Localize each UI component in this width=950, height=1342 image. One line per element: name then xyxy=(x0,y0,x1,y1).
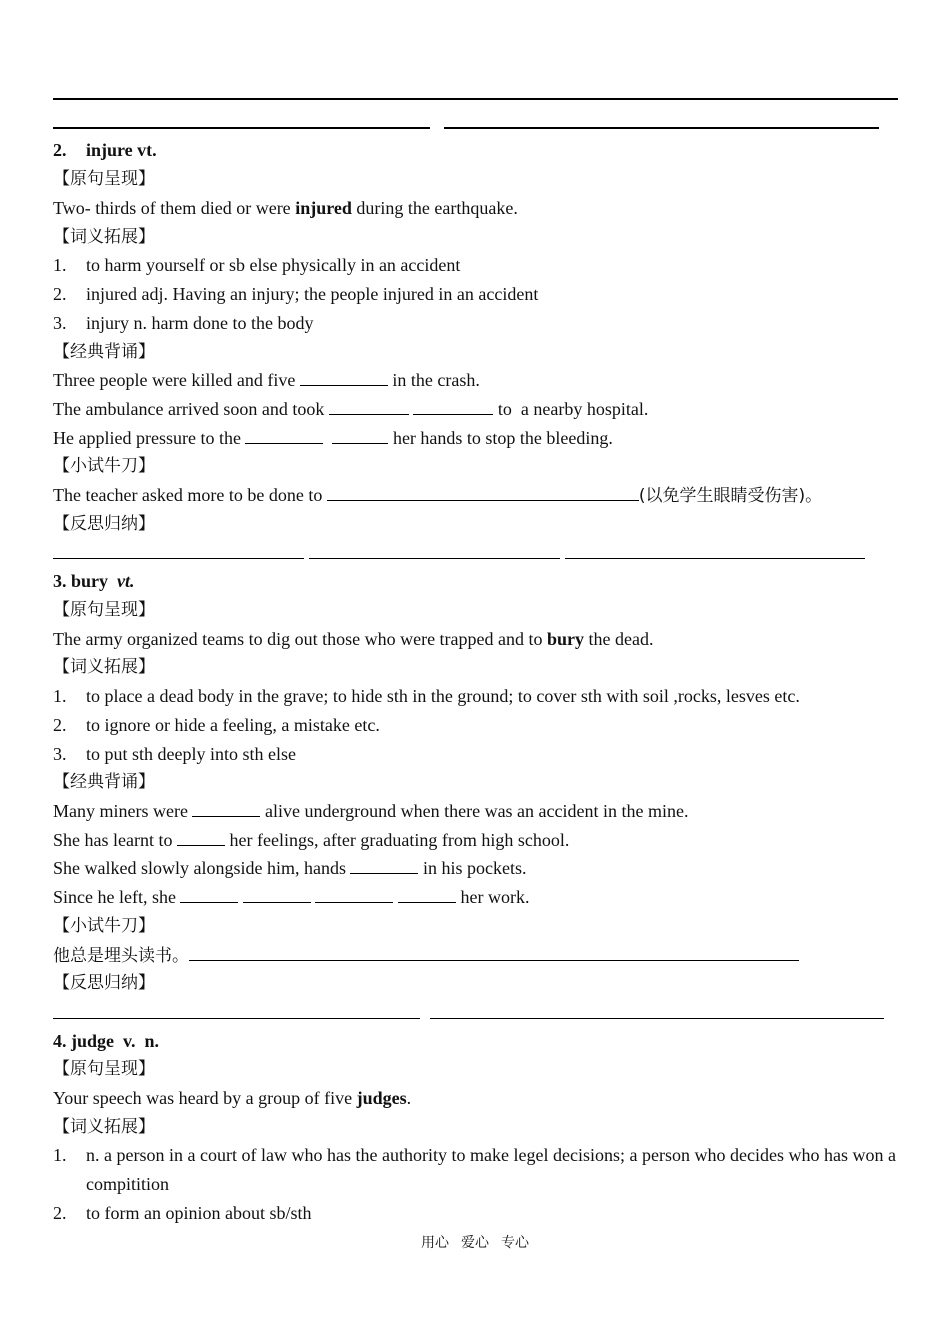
fill-blank[interactable] xyxy=(413,398,493,415)
recite-sentence: Many miners were alive underground when there was an accident in the mine. xyxy=(53,801,689,821)
fill-blank[interactable] xyxy=(332,427,388,444)
fill-blank[interactable] xyxy=(350,857,418,874)
expand-item: 2. to form an opinion about sb/sth xyxy=(53,1203,312,1223)
practice-sentence: The teacher asked more to be done to (以免学生眼睛受伤害)。 xyxy=(53,485,823,506)
label-recite: 【经典背诵】 xyxy=(53,342,155,362)
practice-sentence: 他总是埋头读书。 xyxy=(53,944,799,967)
section-heading: 2. injure vt. xyxy=(53,140,157,160)
page-footer: 用心 爱心 专心 xyxy=(421,1235,529,1251)
answer-line xyxy=(53,558,304,559)
answer-line xyxy=(309,558,560,559)
answer-line xyxy=(53,98,898,100)
answer-line xyxy=(53,1018,420,1019)
answer-line xyxy=(430,1018,884,1019)
section-heading: 3. bury vt. xyxy=(53,571,135,591)
label-expand: 【词义拓展】 xyxy=(53,1117,155,1137)
label-practice: 【小试牛刀】 xyxy=(53,916,155,936)
expand-item: 2. to ignore or hide a feeling, a mistake etc. xyxy=(53,715,380,735)
label-recite: 【经典背诵】 xyxy=(53,772,155,792)
label-practice: 【小试牛刀】 xyxy=(53,456,155,476)
recite-sentence: She walked slowly alongside him, hands in his pockets. xyxy=(53,858,527,878)
fill-blank[interactable] xyxy=(180,886,238,903)
label-expand: 【词义拓展】 xyxy=(53,227,155,247)
answer-line xyxy=(444,127,879,129)
fill-blank[interactable] xyxy=(177,829,225,846)
fill-blank[interactable] xyxy=(398,886,456,903)
recite-sentence: The ambulance arrived soon and took to a nearby hospital. xyxy=(53,399,649,419)
label-reflect: 【反思归纳】 xyxy=(53,973,155,993)
recite-sentence: Three people were killed and five in the crash. xyxy=(53,370,480,390)
expand-item: 1. to place a dead body in the grave; to hide sth in the ground; to cover sth with soil ,rocks, lesves etc. xyxy=(53,686,800,706)
label-expand: 【词义拓展】 xyxy=(53,657,155,677)
answer-line xyxy=(53,127,430,129)
answer-line xyxy=(565,558,865,559)
recite-sentence: Since he left, she her work. xyxy=(53,887,530,907)
original-sentence: Two- thirds of them died or were injured during the earthquake. xyxy=(53,198,518,218)
label-original: 【原句呈现】 xyxy=(53,600,155,620)
expand-item: 2. injured adj. Having an injury; the people injured in an accident xyxy=(53,284,539,304)
expand-item: 1. to harm yourself or sb else physically in an accident xyxy=(53,255,461,275)
fill-blank[interactable] xyxy=(315,886,393,903)
label-reflect: 【反思归纳】 xyxy=(53,514,155,534)
fill-blank[interactable] xyxy=(300,369,388,386)
fill-blank[interactable] xyxy=(245,427,323,444)
expand-item: 1. n. a person in a court of law who has the authority to make legel decisions; a person who decides who has won a compitition xyxy=(53,1145,896,1194)
section-heading: 4. judge v. n. xyxy=(53,1031,160,1051)
expand-item: 3. to put sth deeply into sth else xyxy=(53,744,296,764)
fill-blank[interactable] xyxy=(329,398,409,415)
recite-sentence: She has learnt to her feelings, after graduating from high school. xyxy=(53,830,570,850)
fill-blank[interactable] xyxy=(327,484,639,501)
fill-blank[interactable] xyxy=(192,800,260,817)
expand-item: 3. injury n. harm done to the body xyxy=(53,313,314,333)
label-original: 【原句呈现】 xyxy=(53,169,155,189)
fill-blank[interactable] xyxy=(243,886,311,903)
fill-blank[interactable] xyxy=(189,944,799,961)
original-sentence: The army organized teams to dig out those who were trapped and to bury the dead. xyxy=(53,629,654,649)
label-original: 【原句呈现】 xyxy=(53,1059,155,1079)
recite-sentence: He applied pressure to the her hands to stop the bleeding. xyxy=(53,428,613,448)
original-sentence: Your speech was heard by a group of five judges. xyxy=(53,1088,412,1108)
